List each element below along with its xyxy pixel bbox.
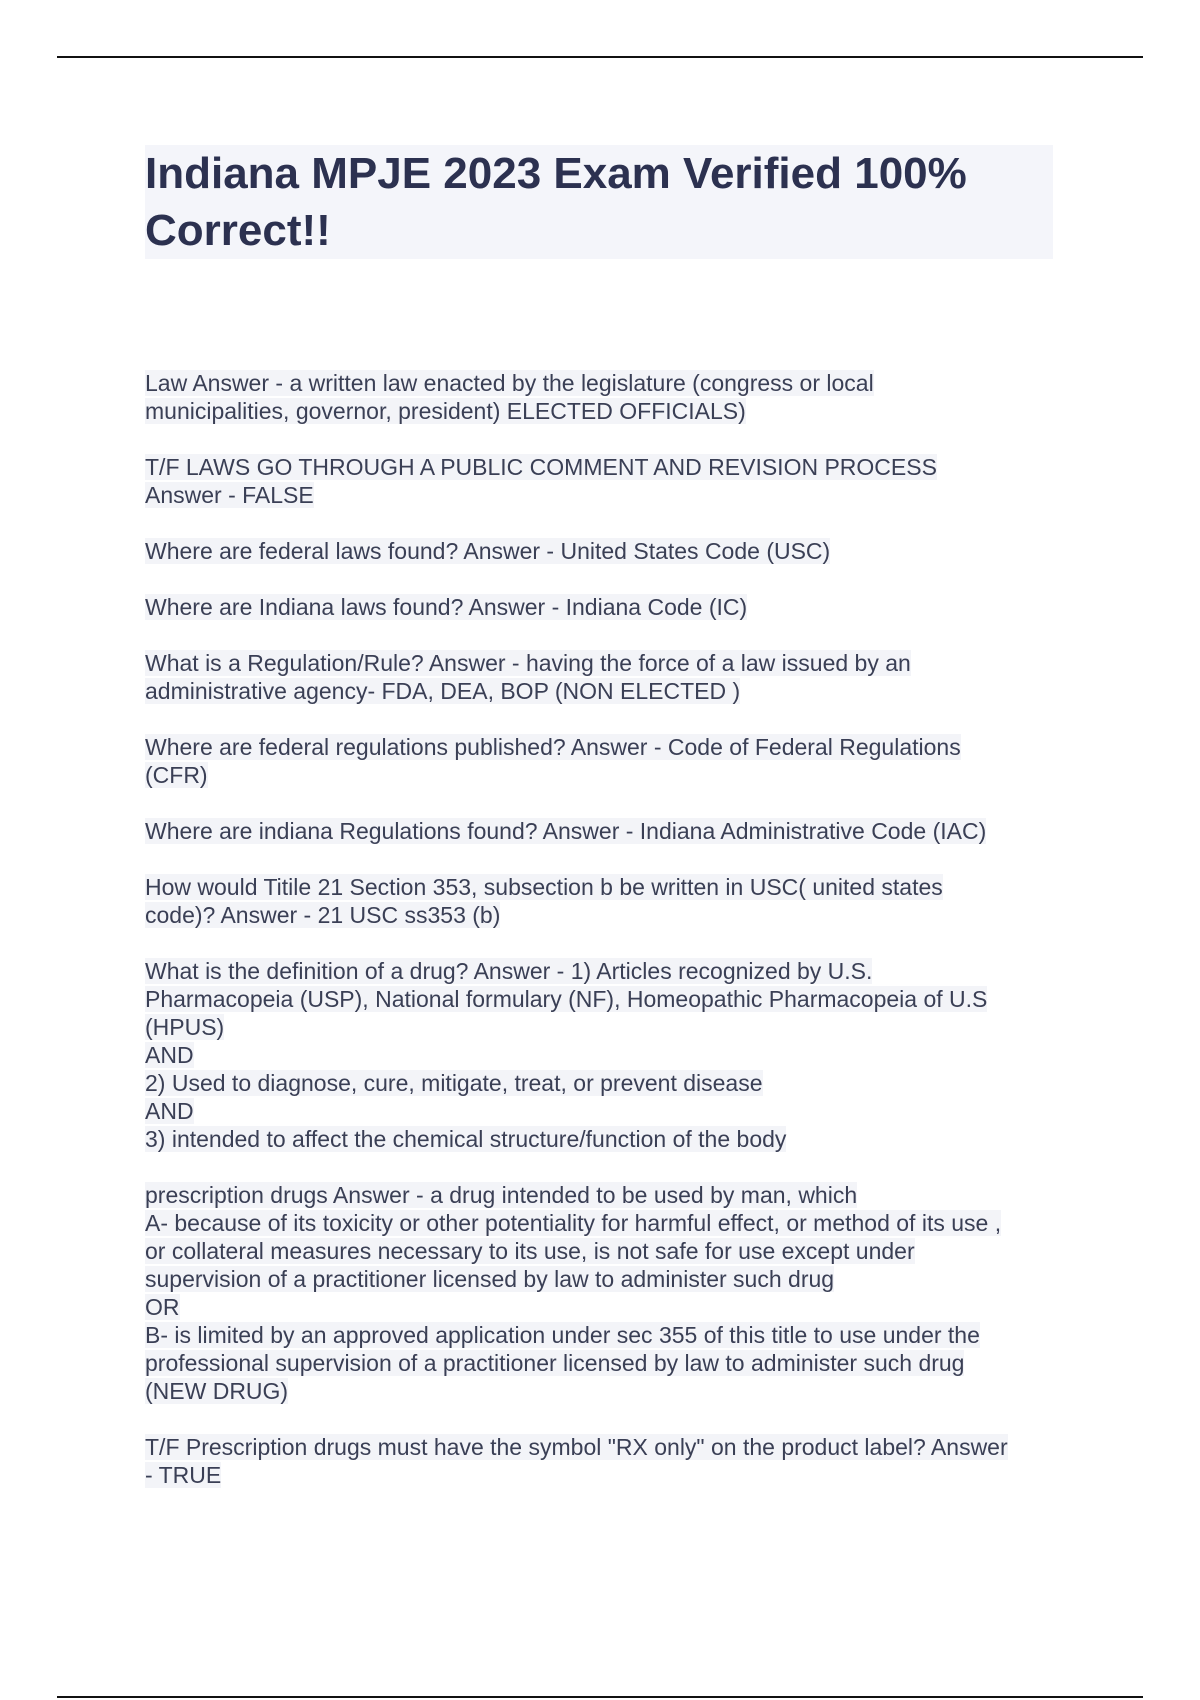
qa-text: prescription drugs Answer - a drug intended to be used by man, which A- because of its toxicity or other potentiality for harmful effect, or method of its use , or collateral measures necessary to its use, is not safe for use except under supervision of a practitioner licensed by law to administer such drug OR B- is limited by an approved application under sec 355 of this title to use under the professional supervision of a practitioner licensed by law to administer such drug (NEW DRUG) [145,1182,1002,1404]
qa-text: T/F LAWS GO THROUGH A PUBLIC COMMENT AND REVISION PROCESS Answer - FALSE [145,454,937,508]
qa-item [145,537,1060,565]
bottom-rule [57,1696,1143,1698]
qa-item [145,453,1060,509]
qa-text: Where are federal regulations published? Answer - Code of Federal Regulations (CFR) [145,734,961,788]
qa-item [145,957,1060,1153]
qa-text: Where are federal laws found? Answer - United States Code (USC) [145,538,831,564]
qa-item [145,733,1060,789]
top-rule [57,56,1143,58]
qa-text: Where are Indiana laws found? Answer - Indiana Code (IC) [145,594,748,620]
qa-text: Law Answer - a written law enacted by the legislature (congress or local municipalities, governor, president) ELECTED OFFICIALS) [145,370,874,424]
qa-item [145,369,1060,425]
qa-text: What is the definition of a drug? Answer - 1) Articles recognized by U.S. Pharmacopeia (USP), National formulary (NF), Homeopathic Pharmacopeia of U.S (HPUS) AND 2) Used to diagnose, cure, mitigate, treat, or prevent disease AND 3) intended to affect the chemical structure/function of the body [145,958,988,1152]
qa-text: What is a Regulation/Rule? Answer - having the force of a law issued by an administrative agency- FDA, DEA, BOP (NON ELECTED ) [145,650,911,704]
qa-item [145,873,1060,929]
qa-text: Where are indiana Regulations found? Answer - Indiana Administrative Code (IAC) [145,818,987,844]
qa-list [145,369,1060,1517]
title-block [145,145,1053,259]
qa-item [145,649,1060,705]
qa-item [145,1433,1060,1489]
document-title: Indiana MPJE 2023 Exam Verified 100% Correct!! [145,149,967,255]
qa-text: T/F Prescription drugs must have the symbol "RX only" on the product label? Answer - TRUE [145,1434,1008,1488]
qa-text: How would Titile 21 Section 353, subsection b be written in USC( united states code)? Answer - 21 USC ss353 (b) [145,874,943,928]
qa-item [145,593,1060,621]
qa-item [145,1181,1060,1405]
qa-item [145,817,1060,845]
